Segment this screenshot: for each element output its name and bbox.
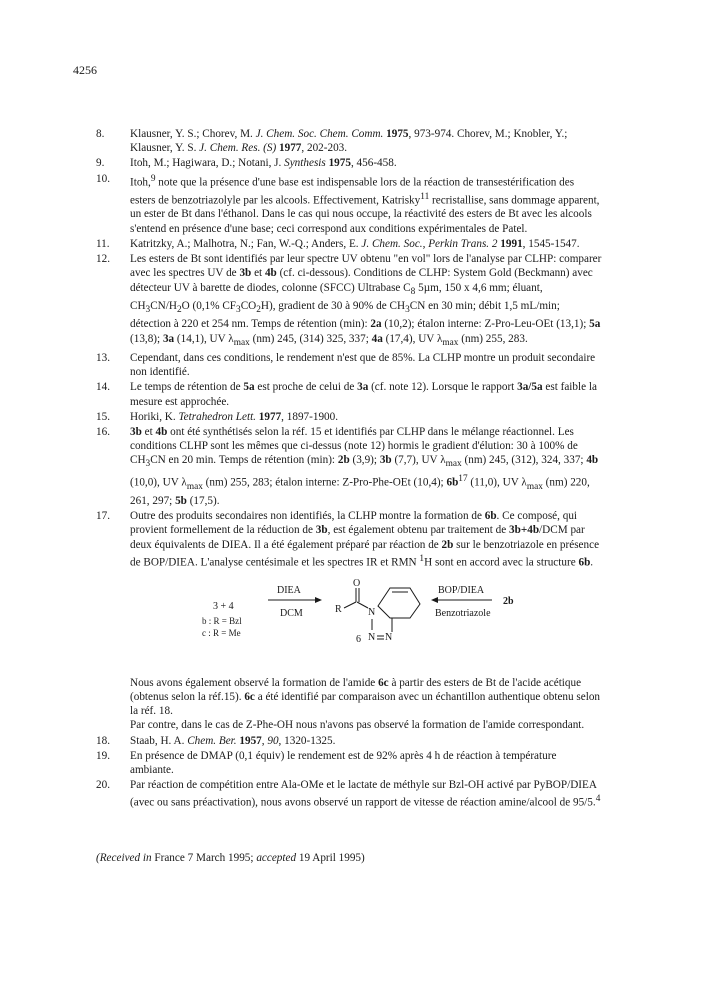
bond-c-n xyxy=(357,602,368,608)
reference-number: 13. xyxy=(96,352,110,365)
bond-r-c xyxy=(344,602,356,608)
reference-item xyxy=(96,410,602,424)
reference-item xyxy=(96,237,602,251)
reference-text: Katritzky, A.; Malhotra, N.; Fan, W.-Q.; Anders, E. J. Chem. Soc., Perkin Trans. 2 1991, 1545-1547. xyxy=(130,237,580,250)
reference-item xyxy=(96,749,602,777)
left-arrow-head xyxy=(315,597,322,603)
received-prefix: (Received in xyxy=(96,852,155,864)
reference-text: Les esters de Bt sont identifiés par leur spectre UV obtenu "en vol" lors de l'analyse par CLHP: comparer avec les spectres UV de 3b et 4b (cf. ci-dessous). Conditions de CLHP: System Gold (Beckmann) avec détecteur UV à barette de diodes, colonne (SFCC) Ultrabase $C_8$ 5µm, 150 x 4,6 mm; éluant, $CH_3CN/H_2O$ (0,1% $CF_3CO_2H$), gradient de 30 à 90% de $CH_3CN$ en 30 min; débit 1,5 mL/min; détection à 220 et 254 nm. Temps de rétention (min): 2a (10,2); étalon interne: Z-Pro-Leu-OEt (13,1); 5a (13,8); 3a (14,1), UV $\lambda_{max}$ (nm) 245, (314) 325, 337; 4a (17,4), UV $\lambda_{max}$ (nm) 255, 283. xyxy=(130,253,602,348)
reference-number: 16. xyxy=(96,426,110,439)
reference-item xyxy=(96,509,602,732)
reference-number: 8. xyxy=(96,128,105,140)
scheme-reagent-bop: BOP/DIEA xyxy=(438,584,485,596)
scheme-reagent-diea: DIEA xyxy=(277,584,301,596)
scheme-right-product: 2b xyxy=(503,595,514,607)
reference-text: Horiki, K. Tetrahedron Lett. 1977, 1897-1900. xyxy=(130,410,339,423)
reference-text: Outre des produits secondaires non identifiés, la CLHP montre la formation de 6b. Ce composé, qui provient formellement de la réduction de 3b, est également obtenu par traitement de 3b+4b/DCM par deux équivalents de DIEA. Il a été également préparé par réaction de 2b sur le benzotriazole en présence de BOP/DIEA. L'analyse centésimale et les spectres IR et RMN $^1$H sont en accord avec la structure 6b. xyxy=(130,510,600,569)
received-date: 7 March 1995; xyxy=(184,852,257,864)
received-country: France xyxy=(154,852,185,864)
reference-number: 10. xyxy=(96,172,110,185)
reference-number: 14. xyxy=(96,381,110,394)
reference-item xyxy=(96,252,602,350)
scheme-reactants: 3 + 4 xyxy=(213,600,234,612)
reference-number: 20. xyxy=(96,779,110,792)
reference-number: 11. xyxy=(96,237,110,250)
reference-item xyxy=(96,351,602,379)
scheme-reagent-benzotriazole: Benzotriazole xyxy=(435,607,491,619)
reaction-scheme xyxy=(130,576,602,668)
reference-number: 19. xyxy=(96,749,110,762)
page-number: 4256 xyxy=(73,63,97,77)
reference-text: Par réaction de compétition entre Ala-OMe et le lactate de méthyle sur Bzl-OH activé par PyBOP/DIEA (avec ou sans préactivation), nous avons observé un rapport de vitesse de réaction amine/alcool de 95/5.$^4$ xyxy=(130,779,601,810)
reference-text: 3b et 4b ont été synthétisés selon la réf. 15 et identifiés par CLHP dans le mélange réactionnel. Les conditions CLHP sont les mêmes que ci-dessus (note 12) hormis le gradient d'élution: 30 à 100% de $CH_3CN$ en 20 min. Temps de rétention (min): 2b (3,9); 3b (7,7), UV $\lambda_{max}$ (nm) 245, (312), 324, 337; 4b (10,0), UV $\lambda_{max}$ (nm) 255, 283; étalon interne: Z-Pro-Phe-OEt (10,4); $6b^{17}$ (11,0), UV $\lambda_{max}$ (nm) 220, 261, 297; 5b (17,5). xyxy=(130,426,599,508)
scheme-n2: N xyxy=(368,631,376,643)
scheme-n3: N xyxy=(385,631,393,643)
scheme-n1: N xyxy=(368,606,376,618)
scheme-variant-b: b : R = Bzl xyxy=(202,615,242,626)
reference-number: 9. xyxy=(96,157,105,170)
scheme-variant-c: c : R = Me xyxy=(202,627,241,638)
accepted-label: accepted xyxy=(256,852,297,864)
reference-text: Cependant, dans ces conditions, le rendement n'est que de 85%. La CLHP montre un produit secondaire non identifié. xyxy=(130,352,596,379)
scheme-reagent-dcm: DCM xyxy=(280,607,303,619)
reference-item xyxy=(96,156,602,170)
accepted-date: 19 April 1995) xyxy=(296,852,365,864)
reference-item xyxy=(96,734,602,748)
reference-text: Itoh,$^9$ note que la présence d'une base est indispensable lors de la réaction de transestérification des esters de benzotriazolyle par les alcools. Effectivement, Katrisky$^{11}$ recristallise, sans dommage apparent, un ester de Bt dans l'éthanol. Dans le cas qui nous occupe, la réactivité des esters de Bt avec les alcools s'entend en présence d'une base; ceci correspond aux conditions expérimentales de Patel. xyxy=(130,173,600,235)
reference-item xyxy=(96,425,602,508)
reference-text: Staab, H. A. Chem. Ber. 1957, 90, 1320-1325. xyxy=(130,734,336,747)
reference-number: 17. xyxy=(96,510,110,523)
reference-text: En présence de DMAP (0,1 équiv) le rendement est de 92% après 4 h de réaction à température ambiante. xyxy=(130,749,557,777)
right-arrow-head xyxy=(431,597,438,603)
reference-item xyxy=(96,127,602,155)
reference-text: Klausner, Y. S.; Chorev, M. J. Chem. Soc. Chem. Comm. 1975, 973-974. Chorev, M.; Knobler, Y.; Klausner, Y. S. J. Chem. Res. (S) 1977, 202-203. xyxy=(130,128,568,155)
reference-list xyxy=(96,127,602,811)
scheme-r-group: R xyxy=(335,603,342,615)
scheme-product-label: 6 xyxy=(356,633,361,645)
reference-continuation: Par contre, dans le cas de Z-Phe-OH nous n'avons pas observé la formation de l'amide correspondant. xyxy=(130,719,585,732)
scheme-oxygen: O xyxy=(353,577,361,589)
reference-number: 15. xyxy=(96,410,110,423)
reference-item xyxy=(96,172,602,236)
reference-item xyxy=(96,380,602,408)
received-line xyxy=(96,852,365,864)
reference-continuation: Nous avons également observé la formation de l'amide 6c à partir des esters de Bt de l'acide acétique (obtenus selon la réf.15). 6c a été identifié par comparaison avec un échantillon authentique obtenu selon la réf. 18. xyxy=(130,676,601,718)
reference-text: Le temps de rétention de 5a est proche de celui de 3a (cf. note 12). Lorsque le rapport 3a/5a est faible la mesure est approchée. xyxy=(130,381,597,408)
reference-item xyxy=(96,778,602,810)
reference-number: 18. xyxy=(96,734,110,747)
reference-text: Itoh, M.; Hagiwara, D.; Notani, J. Synthesis 1975, 456-458. xyxy=(130,157,397,170)
reference-number: 12. xyxy=(96,253,110,266)
reaction-scheme-svg xyxy=(130,576,636,668)
